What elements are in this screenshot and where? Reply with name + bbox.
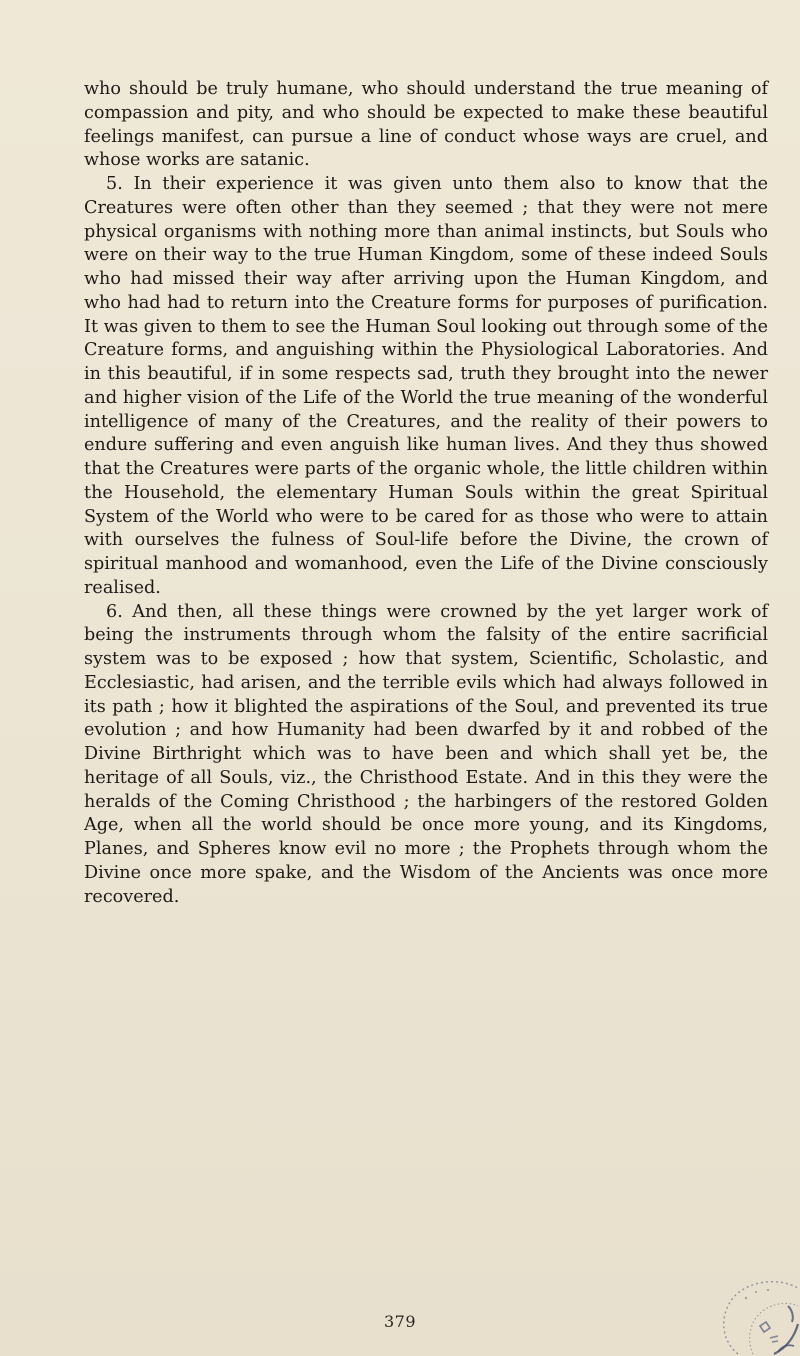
page-number: 379 bbox=[383, 1312, 417, 1331]
paragraph-continuation: who should be truly humane, who should understand the true meaning of compassion and pity, and who should be expected to make these beautiful feelings manifest, can pursue a line of conduct whose ways are cruel, and whose works are satanic. bbox=[84, 79, 768, 171]
library-stamp-icon bbox=[698, 1268, 800, 1356]
body-text bbox=[84, 78, 768, 909]
paragraph-5: 5. In their experience it was given unto them also to know that the Creatures were often other than they seemed ; that they were not mere physical organisms with nothing more than animal instincts, but Souls who were on their way to the true Human Kingdom, some of these indeed Souls who had missed their way after arriving upon the Human Kingdom, and who had had to return into the Creature forms for purposes of purification. It was given to them to see the Human Soul looking out through some of the Creature forms, and anguishing within the Physiological Laboratories. And in this beautiful, if in some respects sad, truth they brought into the newer and higher vision of the Life of the World the true meaning of the wonderful intelligence of many of the Creatures, and the reality of their powers to endure suffering and even anguish like human lives. And they thus showed that the Creatures were parts of the organic whole, the little children within the Household, the elementary Human Souls within the great Spiritual System of the World who were to be cared for as those who were to attain with ourselves the fulness of Soul-life before the Divine, the crown of spiritual manhood and womanhood, even the Life of the Divine consciously realised. bbox=[84, 174, 768, 598]
paragraph-6: 6. And then, all these things were crowned by the yet larger work of being the instruments through whom the falsity of the entire sacrificial system was to be exposed ; how that system, Scientific, Scholastic, and Ecclesiastic, had arisen, and the terrible evils which had always followed in its path ; how it blighted the aspirations of the Soul, and prevented its true evolution ; and how Humanity had been dwarfed by it and robbed of the Divine Birthright which was to have been and which shall yet be, the heritage of all Souls, viz., the Christhood Estate. And in this they were the heralds of the Coming Christhood ; the harbingers of the restored Golden Age, when all the world should be once more young, and its Kingdoms, Planes, and Spheres know evil no more ; the Prophets through whom the Divine once more spake, and the Wisdom of the Ancients was once more recovered. bbox=[84, 601, 768, 907]
